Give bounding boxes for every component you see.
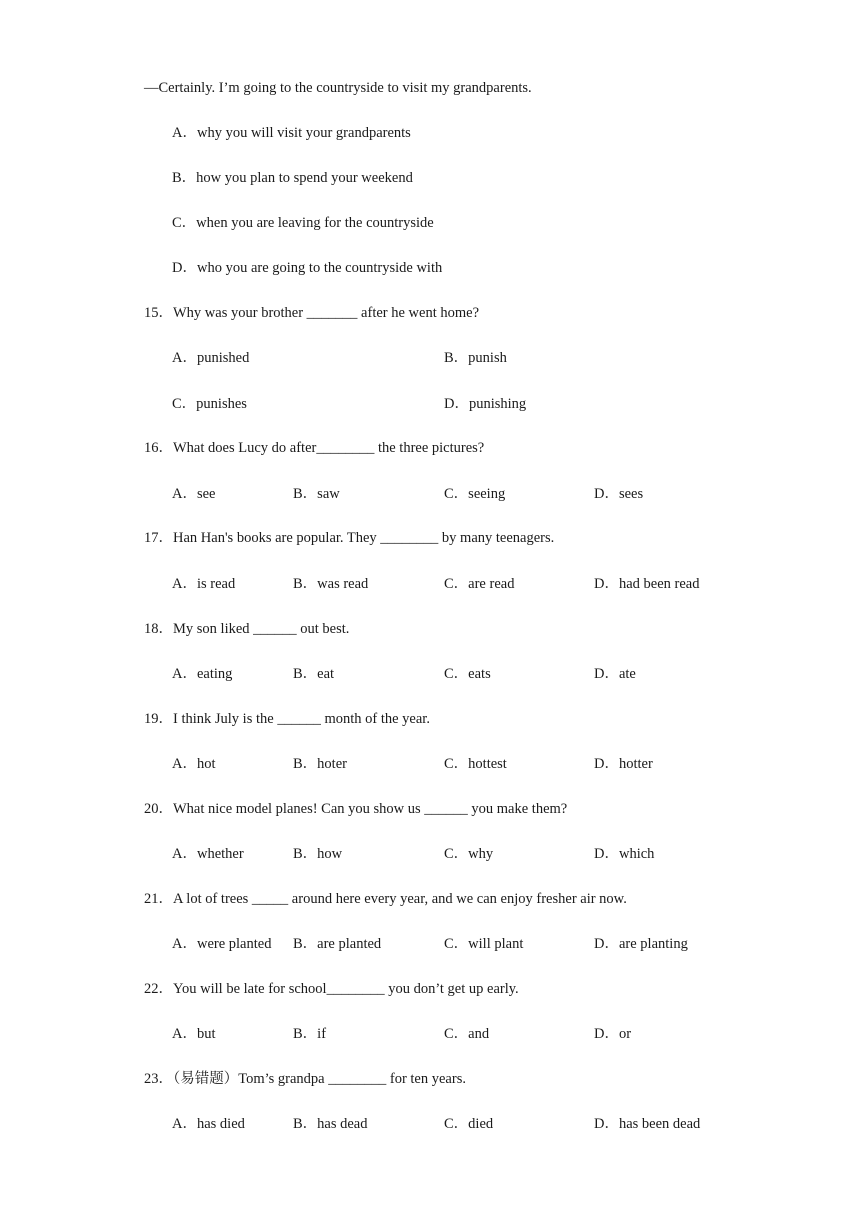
q15-option-b: B．punish (444, 350, 507, 366)
question-19-stem: 19．I think July is the ______ month of the year. (144, 711, 430, 727)
q20-option-b: B．how (293, 846, 343, 862)
q21-option-c: C．will plant (444, 936, 524, 952)
q14-option-c: C．when you are leaving for the countryside (172, 215, 434, 231)
q15-option-c: C．punishes (172, 396, 247, 412)
q14-option-d: D．who you are going to the countryside with (172, 260, 443, 276)
q14-option-b: B．how you plan to spend your weekend (172, 170, 413, 186)
q20-option-a: A．whether (172, 846, 244, 862)
question-16-stem: 16．What does Lucy do after________ the three pictures? (144, 440, 485, 456)
question-17-stem: 17．Han Han's books are popular. They ________ by many teenagers. (144, 530, 555, 546)
q23-option-a: A．has died (172, 1116, 245, 1132)
q19-option-a: A．hot (172, 756, 216, 772)
q15-option-d: D．punishing (444, 396, 527, 412)
q19-option-c: C．hottest (444, 756, 507, 772)
q21-option-d: D．are planting (594, 936, 688, 952)
q20-option-c: C．why (444, 846, 494, 862)
q23-option-b: B．has dead (293, 1116, 368, 1132)
question-15-stem: 15．Why was your brother _______ after he went home? (144, 305, 480, 321)
q16-option-a: A．see (172, 486, 216, 502)
q20-option-d: D．which (594, 846, 655, 862)
q22-option-c: C．and (444, 1026, 490, 1042)
q16-option-d: D．sees (594, 486, 644, 502)
question-22-stem: 22．You will be late for school________ you don’t get up early. (144, 981, 519, 997)
q16-option-c: C．seeing (444, 486, 506, 502)
q18-option-d: D．ate (594, 666, 636, 682)
q17-option-a: A．is read (172, 576, 236, 592)
q18-option-c: C．eats (444, 666, 491, 682)
q23-option-c: C．died (444, 1116, 494, 1132)
q18-option-b: B．eat (293, 666, 335, 682)
q21-option-b: B．are planted (293, 936, 382, 952)
q22-option-a: A．but (172, 1026, 216, 1042)
q15-option-a: A．punished (172, 350, 250, 366)
q16-option-b: B．saw (293, 486, 340, 502)
q19-option-d: D．hotter (594, 756, 653, 772)
q18-option-a: A．eating (172, 666, 233, 682)
question-18-stem: 18．My son liked ______ out best. (144, 621, 350, 637)
q19-option-b: B．hoter (293, 756, 347, 772)
question-21-stem: 21．A lot of trees _____ around here every year, and we can enjoy fresher air now. (144, 891, 627, 907)
q17-option-d: D．had been read (594, 576, 700, 592)
q14-option-a: A．why you will visit your grandparents (172, 125, 411, 141)
q17-option-c: C．are read (444, 576, 515, 592)
q22-option-d: D．or (594, 1026, 632, 1042)
q23-option-d: D．has been dead (594, 1116, 701, 1132)
q14-answer-line: —Certainly. I’m going to the countryside to visit my grandparents. (144, 80, 532, 96)
question-20-stem: 20．What nice model planes! Can you show us ______ you make them? (144, 801, 568, 817)
q22-option-b: B．if (293, 1026, 327, 1042)
q17-option-b: B．was read (293, 576, 369, 592)
question-23-stem: 23．（易错题）Tom’s grandpa ________ for ten years. (144, 1071, 466, 1087)
q21-option-a: A．were planted (172, 936, 272, 952)
